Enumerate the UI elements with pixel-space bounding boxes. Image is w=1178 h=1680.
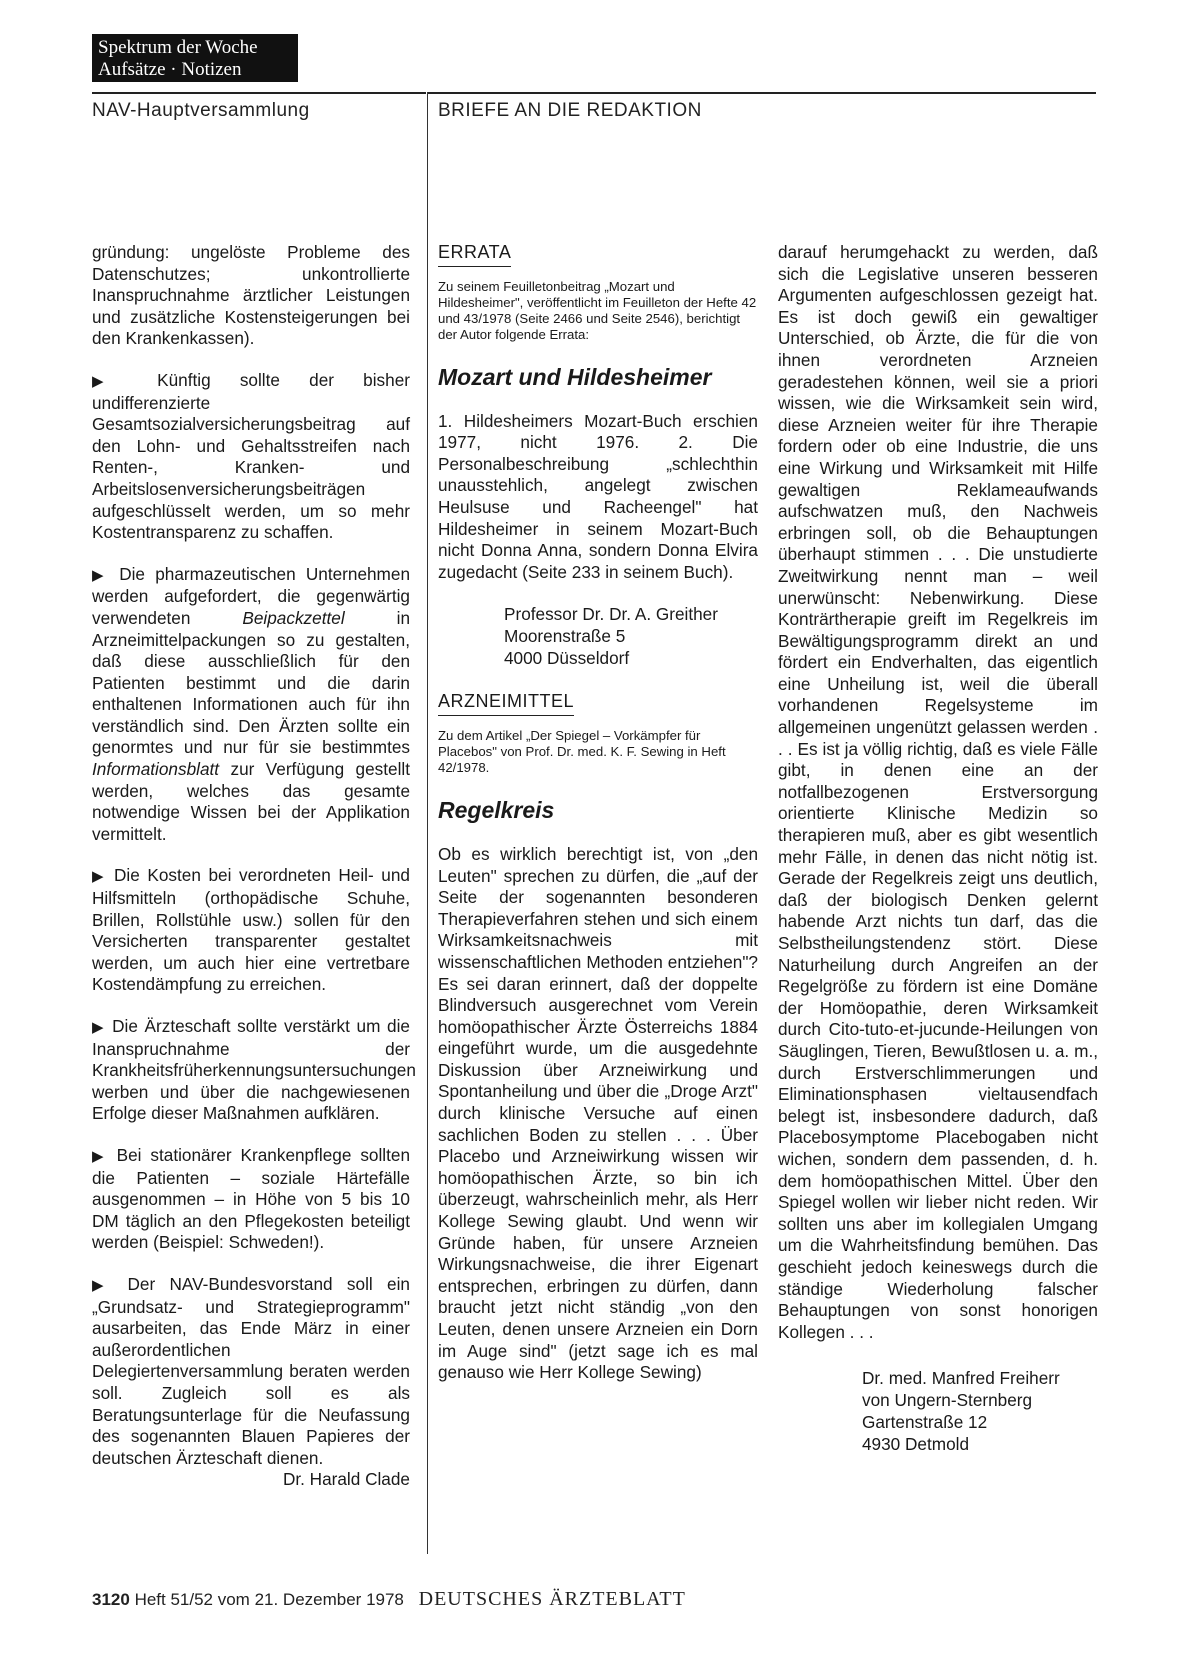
column-middle <box>438 242 758 1404</box>
paragraph: ▶ Der NAV-Bundesvorstand soll ein „Grundsatz- und Strategieprogramm" ausarbeiten, das Ende März in einer außerordentlichen Delegiertenversammlung beraten werden soll. Zugleich soll es als Beratungsunterlage für die Neufassung des sogenannten Blauen Papieres der deutschen Ärzteschaft dienen. <box>92 1273 410 1468</box>
section-title-left: NAV-Hauptversammlung <box>92 100 310 121</box>
column-left <box>92 242 416 1491</box>
arrow-bullet-icon: ▶ <box>92 868 107 886</box>
header-rule-left <box>92 92 426 94</box>
header-rule-right <box>428 92 1096 94</box>
intro-note: Zu seinem Feuilletonbeitrag „Mozart und Hildesheimer", veröffentlicht im Feuilleton der Hefte 42 und 43/1978 (Seite 2466 und Seite 2546), berichtigt der Autor folgende Errata: <box>438 278 757 342</box>
column-right <box>778 242 1098 1455</box>
paragraph: gründung: ungelöste Probleme des Datenschutzes; unkontrollierte Inanspruchnahme ärztlicher Leistungen und zusätzliche Kostensteigerungen bei den Krankenkassen). <box>92 242 410 349</box>
arrow-bullet-icon: ▶ <box>92 566 109 584</box>
letter-body: 1. Hildesheimers Mozart-Buch erschien 1977, nicht 1976. 2. Die Personalbeschreibung „schlechthin unausstehlich, angelegt zwischen Heulsuse und Racheengel" hat Hildesheimer in seinem Mozart-Buch nicht Donna Anna, sondern Donna Elvira zugedacht (Seite 233 in seinem Buch). <box>438 410 758 582</box>
rubric-arzneimittel: ARZNEIMITTEL <box>438 691 574 716</box>
letter-signature: Dr. med. Manfred Freiherr von Ungern-Sternberg Gartenstraße 12 4930 Detmold <box>862 1368 1060 1455</box>
badge-line-2: Aufsätze · Notizen <box>98 59 242 80</box>
letter-signature: Professor Dr. Dr. A. Greither Moorenstraße 5 4000 Düsseldorf <box>504 604 718 669</box>
paragraph: ▶ Bei stationärer Krankenpflege sollten die Patienten – soziale Härtefälle ausgenommen – in Höhe von 5 bis 10 DM täglich an den Pflegekosten beteiligt werden (Beispiel: Schweden!). <box>92 1144 410 1253</box>
column-divider <box>427 92 428 1554</box>
paragraph: ▶ Die Kosten bei verordneten Heil- und Hilfsmitteln (orthopädische Schuhe, Brillen, Rollstühle usw.) sollen für den Versicherten transparenter gestaltet werden, um auch hier eine vertretbare Kostendämpfung zu erreichen. <box>92 865 410 995</box>
badge-line-1: Spektrum der Woche <box>98 37 258 58</box>
paragraph: ▶ Die pharmazeutischen Unternehmen werden aufgefordert, die gegenwärtig verwendeten Beipackzettel in Arzneimittelpackungen so zu gestalten, daß diese ausschließlich für den Patienten bestimmt und die darin enthaltenen Informationen auch für ihn verständlich sind. Den Ärzten sollte ein genormtes und nur für sie bestimmtes Informationsblatt zur Verfügung gestellt werden, welches das gesamte notwendige Wissen bei der Applikation vermittelt. <box>92 563 410 844</box>
letter-body: darauf herumgehackt zu werden, daß sich die Legislative unseren besseren Argumenten aufgeschlossen gezeigt hat. Es ist doch gewiß ein gewaltiger Unterschied, ob Ärzte, die für die von ihnen verordneten Arzneien geradestehen können, weil sie a priori wissen, wie die Wirksamkeit sein wird, diese Arzneien weiter für ihre Therapie fordern oder ob eine Industrie, die uns eine Wirkung und Wirksamkeit mit Hilfe gewaltigen Reklameaufwands aufschwatzen muß, den Nachweis erbringen soll, ob die Behauptungen überhaupt stimmen . . . Die unstudierte Zweitwirkung nennt man – weil unerwünscht: Nebenwirkung. Diese Konträrtherapie greift im Regelkreis im Bewältigungsprogramm direkt an und fördert ein Endverhalten, das eigentlich eine Unheilung ist, weil die überall vorhandenen Regelsysteme im allgemeinen ungenützt gelassen werden . . . Es ist ja völlig richtig, daß es viele Fälle gibt, in denen eine an der notfallbezogenen Erstversorgung orientierte Klinische Medizin so therapieren muß, aber es gibt wesentlich mehr Fälle, in denen das nicht nötig ist. Gerade der Regelkreis zeigt uns deutlich, daß der biologisch Denken gelernt habende Arzt nichts tun darf, das die Selbstheilungstendenz stört. Diese Naturheilung durch Angreifen an der Regelgröße zu fördern ist eine Domäne der Homöopathie, deren Wirksamkeit durch Cito-tuto-et-jucunde-Heilungen von Säuglingen, Tieren, Bewußtlosen u. a. m., durch Erstverschlimmerungen und Eliminationsphasen vieltausendfach belegt ist, insbesondere dadurch, daß Placebosymptome Placebogaben nicht wichen, sondern dem passenden, d. h. dem homöopathischen Mittel. Über den Spiegel wollen wir lieber nicht reden. Wir sollten uns aber im kollegialen Umgang um die Wahrheitsfindung bemühen. Das geschieht jedoch keineswegs durch die ständige Wiederholung falscher Behauptungen von sonst honorigen Kollegen . . . <box>778 242 1098 1342</box>
intro-note: Zu dem Artikel „Der Spiegel – Vorkämpfer für Placebos" von Prof. Dr. med. K. F. Sewing in Heft 42/1978. <box>438 727 726 775</box>
author-signature: Dr. Harald Clade <box>282 1469 410 1490</box>
section-title-right: BRIEFE AN DIE REDAKTION <box>438 100 702 121</box>
rubric-errata: ERRATA <box>438 242 511 267</box>
letter-body: Ob es wirklich berechtigt ist, von „den Leuten" sprechen zu dürfen, die „auf der Seite der sogenannten besonderen Therapieverfahren stehen und sich einem Wirksamkeitsnachweis mit wissenschaftlichen Methoden entziehen"? Es sei daran erinnert, daß der doppelte Blindversuch ausgerechnet vom Verein homöopathischer Ärzte Österreichs 1884 eingeführt wurde, um die ausgedehnte Diskussion über Arzneiwirkung und Spontanheilung und über die „Droge Arzt" durch klinische Versuche auf einen sachlichen Boden zu stellen . . . Über Placebo und Arzneiwirkung wissen wir homöopathischen Ärzte, so bin ich überzeugt, wahrscheinlich mehr, als Herr Kollege Sewing glaubt. Und wenn wir Gründe haben, für unsere Arzneien Wirkungsnachweise, die ihrer Eigenart entsprechen, erbringen zu dürfen, dann braucht jetzt nicht ständig „von den Leuten, denen unsere Arzneien ein Dorn im Auge sind" (jetzt sage ich es mal genauso wie Herr Kollege Sewing) <box>438 843 758 1383</box>
arrow-bullet-icon: ▶ <box>92 1019 106 1036</box>
arrow-bullet-icon: ▶ <box>92 372 128 390</box>
issue-info: Heft 51/52 vom 21. Dezember 1978 <box>134 1590 404 1609</box>
paragraph: ▶ Künftig sollte der bisher undifferenzierte Gesamtsozialversicherungsbeitrag auf den Lohn- und Gehaltsstreifen nach Renten-, Kranken- und Arbeitslosenversicherungsbeiträgen aufgeschlüsselt werden, um so mehr Kostentransparenz zu schaffen. <box>92 369 410 543</box>
arrow-bullet-icon: ▶ <box>92 1276 114 1294</box>
paragraph: ▶ Die Ärzteschaft sollte verstärkt um die Inanspruchnahme der Krankheitsfrüherkennungsuntersuchungen werben und über die nachgewiesenen Erfolge dieser Maßnahmen aufklären. <box>92 1016 416 1124</box>
letter-title: Regelkreis <box>438 796 555 823</box>
page-footer <box>92 1588 686 1611</box>
arrow-bullet-icon: ▶ <box>92 1147 108 1165</box>
letter-title: Mozart und Hildesheimer <box>438 363 712 390</box>
magazine-name: DEUTSCHES ÄRZTEBLATT <box>418 1588 686 1610</box>
section-badge <box>92 34 298 82</box>
page-number: 3120 <box>92 1590 130 1609</box>
